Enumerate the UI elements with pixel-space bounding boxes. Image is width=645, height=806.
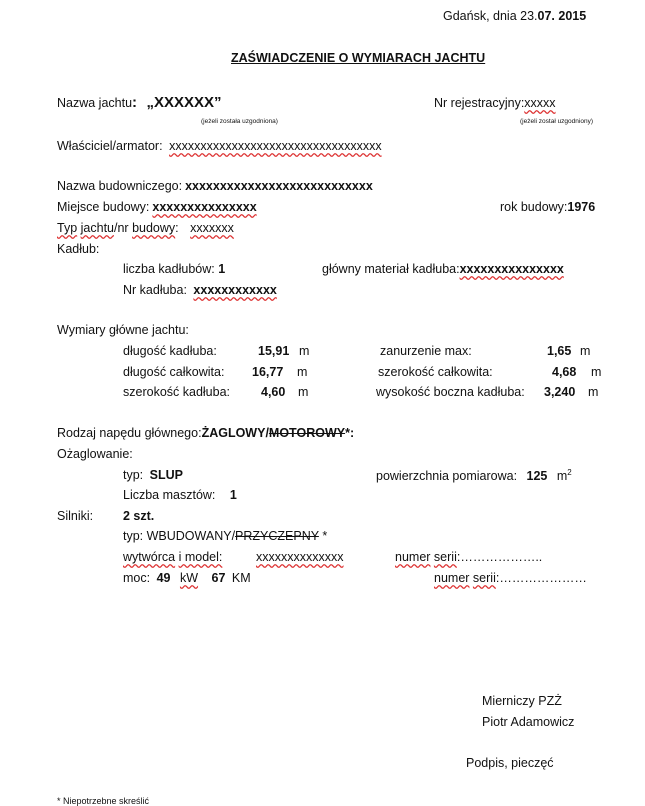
- masts-value: 1: [229, 488, 237, 502]
- engine-maker-value: xxxxxxxxxxxxxx: [256, 550, 344, 564]
- propulsion-sail: ŻAGLOWY/: [201, 426, 269, 440]
- length-total-value: 16,77: [252, 365, 284, 379]
- footnote: * Niepotrzebne skreślić: [57, 796, 150, 806]
- sail-area-row: powierzchnia pomiarowa: 125 $m^2$: [376, 468, 572, 484]
- engines-section-label: Silniki:: [57, 509, 94, 523]
- rig-type-row: typ: SLUP: [123, 468, 183, 482]
- registration-value: xxxxx: [524, 96, 556, 110]
- registration-row: [434, 96, 556, 110]
- engine-type-row: typ: WBUDOWANY/PRZYCZEPNY *: [123, 529, 328, 543]
- builder-name-row: [57, 179, 373, 193]
- rig-section-label: Ożaglowanie:: [57, 447, 133, 461]
- owner-row: [57, 139, 382, 153]
- hull-nr-value: xxxxxxxxxxxx: [193, 283, 277, 297]
- builder-name-value: xxxxxxxxxxxxxxxxxxxxxxxxxxx: [185, 179, 373, 193]
- rig-type-value: SLUP: [149, 468, 183, 482]
- yacht-name-label: Nazwa jachtu: [57, 96, 133, 110]
- draft-label: zanurzenie max:: [380, 344, 472, 358]
- document-title: ZAŚWIADCZENIE O WYMIARACH JACHTU: [231, 51, 486, 65]
- build-place-label: Miejsce budowy:: [57, 200, 150, 214]
- yacht-name-value: „XXXXXX”: [146, 94, 222, 111]
- engine-type-struck: PRZYCZEPNY: [235, 529, 319, 543]
- draft-unit: m: [580, 344, 591, 358]
- engine-serial-row-2: numer serii:…………………: [434, 571, 587, 585]
- sail-area-value: 125: [526, 469, 548, 484]
- power-km-value: 67: [211, 571, 226, 585]
- registration-note: (jeżeli został uzgodniony): [520, 118, 593, 125]
- signature-name: Piotr Adamowicz: [482, 715, 575, 729]
- place-date: Gdańsk, dnia 23.07. 2015: [443, 9, 587, 23]
- type-row: Typ jachtu/nr budowy: xxxxxxx: [57, 221, 234, 235]
- engine-power-row: moc: 49 kW 67 KM: [123, 571, 251, 585]
- type-value: xxxxxxx: [190, 221, 234, 235]
- owner-label: Właściciel/armator:: [57, 139, 163, 153]
- width-hull-value: 4,60: [261, 385, 286, 399]
- build-place-row: [57, 200, 257, 214]
- width-hull-unit: m: [298, 385, 309, 399]
- builder-name-label: Nazwa budowniczego:: [57, 179, 183, 193]
- draft-value: 1,65: [547, 344, 572, 358]
- propulsion-row: Rodzaj napędu głównego:ŻAGLOWY/MOTOROWY*:: [57, 426, 355, 440]
- hull-nr-row: Nr kadłuba: xxxxxxxxxxxx: [123, 283, 277, 297]
- hull-material-row: główny materiał kadłuba:xxxxxxxxxxxxxxx: [322, 262, 564, 276]
- build-year-value: 1976: [567, 200, 596, 214]
- build-place-value: xxxxxxxxxxxxxxx: [152, 200, 257, 214]
- owner-value: xxxxxxxxxxxxxxxxxxxxxxxxxxxxxxxxxx: [169, 139, 382, 153]
- length-hull-unit: m: [299, 344, 310, 358]
- width-total-label: szerokość całkowita:: [378, 365, 493, 379]
- side-height-value: 3,240: [544, 385, 576, 399]
- hull-section-label: Kadłub:: [57, 242, 100, 256]
- registration-label: Nr rejestracyjny:: [434, 96, 525, 110]
- length-hull-value: 15,91: [258, 344, 290, 358]
- signature-role: Mierniczy PZŻ: [482, 694, 562, 708]
- side-height-unit: m: [588, 385, 599, 399]
- masts-row: Liczba masztów: 1: [123, 488, 237, 502]
- width-total-value: 4,68: [552, 365, 577, 379]
- build-year-row: [500, 200, 595, 214]
- engine-serial-row-1: numer serii:………………..: [395, 550, 543, 564]
- width-hull-label: szerokość kadłuba:: [123, 385, 231, 399]
- side-height-label: wysokość boczna kadłuba:: [376, 385, 525, 399]
- hull-count-value: 1: [218, 262, 226, 276]
- engines-count: 2 szt.: [123, 509, 155, 523]
- build-year-label: rok budowy:: [500, 200, 568, 214]
- hull-material-value: xxxxxxxxxxxxxxx: [459, 262, 564, 276]
- length-total-unit: m: [297, 365, 308, 379]
- dims-section-label: Wymiary główne jachtu:: [57, 323, 189, 337]
- engine-maker-row: wytwórca i model:: [123, 550, 223, 564]
- power-kw-value: 49: [156, 571, 171, 585]
- yacht-name-row: Nazwa jachtu: „XXXXXX”: [57, 94, 222, 111]
- width-total-unit: m: [591, 365, 602, 379]
- length-total-label: długość całkowita:: [123, 365, 225, 379]
- propulsion-motor: MOTOROWY: [268, 426, 346, 440]
- yacht-name-note: (jeżeli została uzgodniona): [201, 118, 278, 125]
- signature-label: Podpis, pieczęć: [466, 756, 554, 770]
- hull-count-row: liczba kadłubów: 1: [123, 262, 226, 276]
- length-hull-label: długość kadłuba:: [123, 344, 217, 358]
